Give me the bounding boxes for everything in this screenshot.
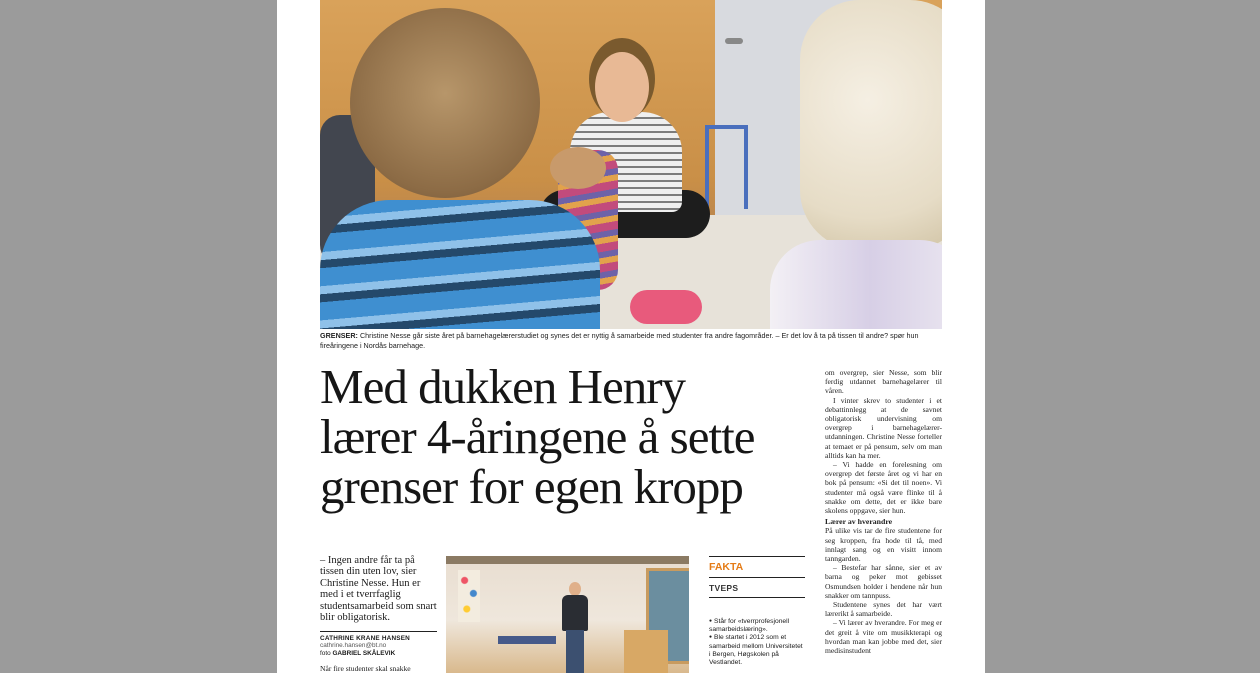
photo-child-hair bbox=[350, 8, 540, 198]
secondary-photo bbox=[446, 556, 689, 673]
byline-photographer-name: GABRIEL SKÅLEVIK bbox=[332, 650, 396, 657]
byline-foto-label: foto bbox=[320, 650, 331, 657]
fakta-item: ● Står for «tverrprofesjonell samarbeidslæring». bbox=[709, 618, 805, 634]
headline bbox=[320, 359, 810, 514]
photo-door-handle bbox=[725, 38, 743, 44]
right-paragraph: I vinter skrev to studenter i et debattinnlegg at de savnet obligatorisk undervisning om overgrep i barnehagelærer-utdanningen. Christine Nesse forteller at temaet er på pensum, selv om man alltids kan ha mer. bbox=[825, 395, 942, 460]
fakta-item: ● Ble startet i 2012 som et samarbeid mellom Universitetet i Bergen, Høgskolen på Vestlandet. bbox=[709, 634, 805, 667]
photo-child-blond-hair bbox=[800, 0, 942, 250]
right-paragraph: – Vi hadde en forelesning om overgrep det første året og vi har en bok på pensum: «Si det til noen». Vi studenter må også være flinke til å snakke om dette, det er ikke bare skolens oppgave, sier hun. bbox=[825, 460, 942, 516]
photo-child-striped-shirt bbox=[320, 200, 600, 329]
byline-photographer bbox=[320, 650, 437, 658]
fakta-box bbox=[709, 556, 805, 667]
photo2-shelf bbox=[624, 630, 668, 673]
headline-line-2: lærer 4-åringene å sette bbox=[320, 409, 755, 464]
intro-text: – Ingen andre får ta på tissen din uten lov, sier Christine Nesse. Hun er med i et tverrfaglig studentsamarbeid som snart blir obligatorisk. bbox=[320, 555, 437, 624]
fakta-list bbox=[709, 618, 805, 667]
subheading: Lærer av hverandre bbox=[825, 517, 893, 527]
byline bbox=[320, 631, 437, 658]
caption-text: Christine Nesse går siste året på barnehagelærerstudiet og synes det er nyttig å samarbeide med studenter fra andre fagområder. – Er det lov å ta på tissen til andre? spør hun fireåringene i Nordås barnehage. bbox=[320, 331, 919, 350]
photo-child-foreground-right bbox=[790, 0, 942, 329]
newspaper-page bbox=[277, 0, 985, 673]
photo2-man bbox=[560, 582, 590, 673]
photo-caption bbox=[320, 331, 942, 350]
caption-label: GRENSER: bbox=[320, 331, 358, 340]
byline-author: CATHRINE KRANE HANSEN bbox=[320, 635, 411, 642]
body-text-start: Når fire studenter skal snakke bbox=[320, 664, 411, 673]
photo-child-foreground-left bbox=[320, 0, 610, 329]
fakta-sub-rule bbox=[709, 597, 805, 598]
headline-line-3: grenser for egen kropp bbox=[320, 459, 743, 514]
fakta-title: FAKTA bbox=[709, 561, 744, 573]
right-paragraph: På ulike vis tar de fire studentene for seg kroppen, fra hode til tå, med innlagt sang og en visitt innom tanngarden. bbox=[825, 526, 942, 564]
headline-line-1: Med dukken Henry bbox=[320, 359, 686, 414]
fakta-subtitle: TVEPS bbox=[709, 583, 739, 593]
photo2-wall-mural bbox=[458, 570, 480, 622]
photo-chair bbox=[705, 125, 748, 209]
right-paragraph: – Vi lærer av hverandre. For meg er det greit å vite om musikkterapi og hvordan man kan jobbe med det, sier medisinstudent bbox=[825, 618, 942, 656]
hero-photo bbox=[320, 0, 942, 329]
right-text-column bbox=[825, 368, 942, 655]
right-paragraph: om overgrep, sier Nesse, som blir ferdig utdannet barnehagelærer til våren. bbox=[825, 368, 942, 396]
photo2-man-legs bbox=[566, 630, 584, 673]
photo2-man-head bbox=[569, 582, 581, 596]
right-paragraph: – Bestefar har sånne, sier et av barna og peker mot gebisset Osmundsen holder i hendene når hun snakker om tannpuss. bbox=[825, 563, 942, 600]
photo2-ceiling bbox=[446, 556, 689, 564]
byline-email[interactable]: cathrine.hansen@bt.no bbox=[320, 642, 387, 649]
right-paragraph: Studentene synes det har vært lærerikt å samarbeide. bbox=[825, 600, 942, 619]
photo2-table bbox=[498, 636, 556, 644]
fakta-mid-rule bbox=[709, 577, 805, 578]
photo2-man-jacket bbox=[562, 595, 588, 631]
fakta-top-rule bbox=[709, 556, 805, 557]
photo-pink-shoes bbox=[630, 290, 702, 324]
photo-child-shirt bbox=[770, 240, 942, 329]
